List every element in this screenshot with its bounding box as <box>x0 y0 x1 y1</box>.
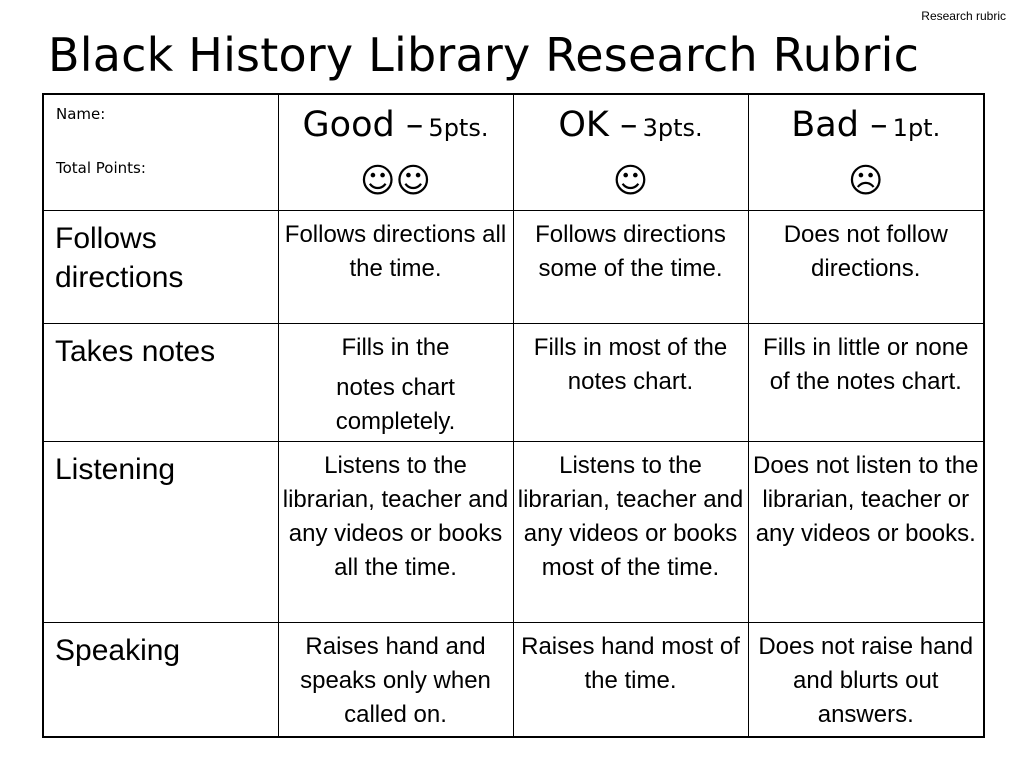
level-header-ok <box>513 94 748 210</box>
criterion-row-follows-directions <box>43 210 984 323</box>
level-points-ok: 3pts. <box>642 114 703 142</box>
frowning-face-icon: ☹ <box>848 161 884 201</box>
descriptor-good-line-1: Fills in the <box>341 333 450 361</box>
descriptor-bad: Does not listen to the librarian, teacher or any videos or books. <box>748 441 984 622</box>
level-label-ok: OK – <box>558 105 638 145</box>
criterion-name: Listening <box>43 441 278 622</box>
criterion-name: Speaking <box>43 622 278 737</box>
level-points-bad: 1pt. <box>892 114 941 142</box>
descriptor-good-line-2: notes chart completely. <box>335 373 456 435</box>
descriptor-ok: Listens to the librarian, teacher and any videos or books most of the time. <box>513 441 748 622</box>
header-note: Research rubric <box>921 9 1006 23</box>
level-label-bad: Bad – <box>791 105 888 145</box>
criterion-row-speaking <box>43 622 984 737</box>
name-points-cell <box>43 94 278 210</box>
descriptor-ok: Raises hand most of the time. <box>513 622 748 737</box>
level-header-bad <box>748 94 984 210</box>
descriptor-bad: Does not raise hand and blurts out answers. <box>748 622 984 737</box>
descriptor-good: Listens to the librarian, teacher and any videos or books all the time. <box>278 441 513 622</box>
level-points-good: 5pts. <box>428 114 489 142</box>
criterion-name: Follows directions <box>43 210 278 323</box>
rubric-table <box>42 93 985 738</box>
descriptor-bad: Fills in little or none of the notes chart. <box>748 323 984 441</box>
total-points-label: Total Points: <box>56 159 146 177</box>
name-label: Name: <box>56 105 106 123</box>
criterion-name: Takes notes <box>43 323 278 441</box>
level-label-good: Good – <box>302 105 424 145</box>
rubric-header-row <box>43 94 984 210</box>
smiley-face-icon: ☺☺ <box>360 161 431 201</box>
descriptor-bad: Does not follow directions. <box>748 210 984 323</box>
criterion-row-listening <box>43 441 984 622</box>
descriptor-good: Raises hand and speaks only when called on. <box>278 622 513 737</box>
level-header-good <box>278 94 513 210</box>
smiley-face-icon: ☺ <box>612 161 649 201</box>
criterion-row-takes-notes <box>43 323 984 441</box>
descriptor-good: Follows directions all the time. <box>278 210 513 323</box>
descriptor-ok: Follows directions some of the time. <box>513 210 748 323</box>
descriptor-ok: Fills in most of the notes chart. <box>513 323 748 441</box>
descriptor-good <box>278 323 513 441</box>
page-title: Black History Library Research Rubric <box>48 28 920 82</box>
